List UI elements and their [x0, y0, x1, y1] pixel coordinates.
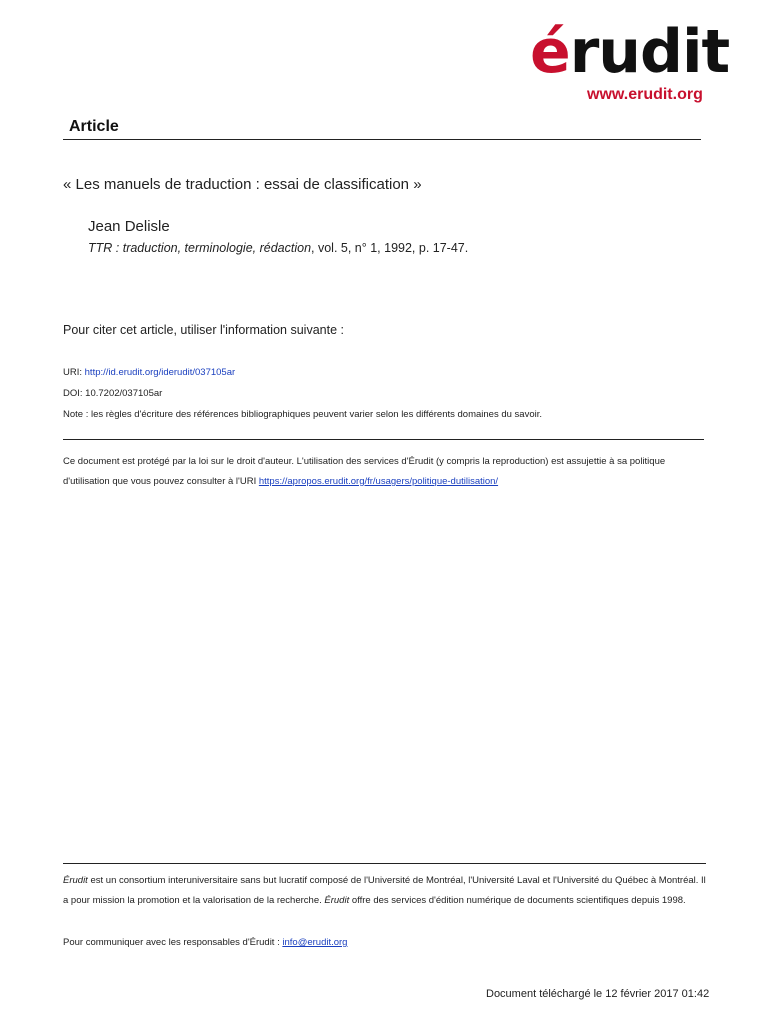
erudit-logo: [530, 17, 730, 87]
download-date: Document téléchargé le 12 février 2017 01:42: [486, 988, 710, 1000]
about-rule: [63, 863, 706, 864]
cite-rule: [63, 439, 704, 440]
logo-accent-letter: é: [530, 17, 570, 87]
doi-value: 10.7202/037105ar: [85, 388, 163, 399]
erudit-name: Érudit: [63, 875, 88, 886]
contact-email-link[interactable]: info@erudit.org: [282, 937, 348, 948]
about-erudit: [63, 871, 713, 911]
logo-url[interactable]: www.erudit.org: [587, 86, 703, 103]
uri-label: URI:: [63, 367, 85, 378]
article-label: Article: [69, 118, 119, 135]
copyright-notice: [63, 452, 713, 492]
article-author: Jean Delisle: [88, 218, 170, 235]
uri-line: [63, 367, 235, 378]
contact-text: Pour communiquer avec les responsables d'Érudit :: [63, 937, 283, 948]
article-citation: [88, 241, 468, 255]
about-text-1: est un consortium interuniversitaire sans but lucratif composé de l'Université de Montréal, l'Université Laval et l'Université du Québec à Montréal. Il a pour mission la promotion et la valorisation de la recherche.: [63, 875, 706, 906]
journal-name: TTR : traduction, terminologie, rédaction: [88, 241, 312, 255]
citation-details: , vol. 5, n° 1, 1992, p. 17-47.: [311, 241, 469, 255]
uri-link[interactable]: http://id.erudit.org/iderudit/037105ar: [84, 367, 236, 378]
cite-intro: Pour citer cet article, utiliser l'information suivante :: [63, 323, 344, 337]
doi-line: [63, 388, 162, 399]
article-title: « Les manuels de traduction : essai de classification »: [63, 176, 422, 193]
header-rule: [63, 139, 701, 140]
copyright-text: Ce document est protégé par la loi sur le droit d'auteur. L'utilisation des services d'Érudit (y compris la reproduction) est assujettie à sa politique d'utilisation que vous pouvez consulter à l'URI: [63, 456, 666, 487]
doi-label: DOI:: [63, 388, 86, 399]
policy-link[interactable]: https://apropos.erudit.org/fr/usagers/politique-dutilisation/: [258, 476, 499, 487]
citation-note: Note : les règles d'écriture des références bibliographiques peuvent varier selon les différents domaines du savoir.: [63, 409, 543, 420]
about-text-2: offre des services d'édition numérique de documents scientifiques depuis 1998.: [349, 895, 686, 906]
logo-word-rest: rudit: [569, 17, 730, 87]
contact-line: [63, 933, 713, 953]
erudit-name-2: Érudit: [324, 895, 350, 906]
